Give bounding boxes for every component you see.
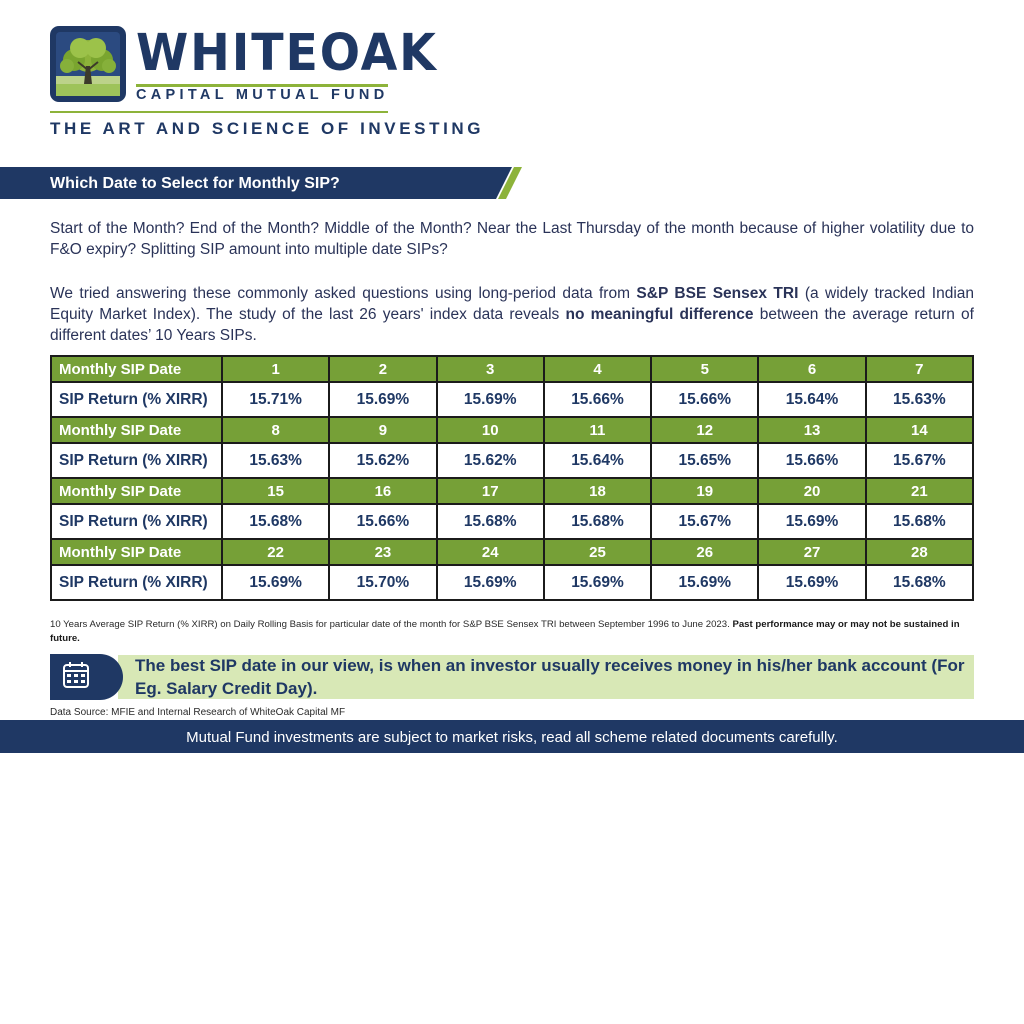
return-cell: 15.68%: [866, 504, 973, 539]
date-row-label: Monthly SIP Date: [51, 478, 222, 504]
date-cell: 14: [866, 417, 973, 443]
date-cell: 5: [651, 356, 758, 382]
return-cell: 15.66%: [651, 382, 758, 417]
date-cell: 22: [222, 539, 329, 565]
return-cell: 15.63%: [866, 382, 973, 417]
date-cell: 9: [329, 417, 436, 443]
return-cell: 15.66%: [758, 443, 865, 478]
return-cell: 15.71%: [222, 382, 329, 417]
logo-tree-icon: [50, 26, 126, 102]
return-row: [51, 443, 973, 478]
date-cell: 2: [329, 356, 436, 382]
date-header-row: [51, 356, 973, 382]
return-cell: 15.69%: [651, 565, 758, 600]
date-cell: 24: [437, 539, 544, 565]
return-cell: 15.68%: [222, 504, 329, 539]
date-cell: 6: [758, 356, 865, 382]
section-title: Which Date to Select for Monthly SIP?: [50, 175, 340, 192]
date-row-label: Monthly SIP Date: [51, 356, 222, 382]
date-header-row: [51, 417, 973, 443]
return-cell: 15.69%: [437, 565, 544, 600]
date-cell: 13: [758, 417, 865, 443]
return-cell: 15.68%: [544, 504, 651, 539]
return-cell: 15.62%: [329, 443, 436, 478]
date-cell: 4: [544, 356, 651, 382]
brand-name: WHITEOAK: [136, 24, 438, 83]
date-cell: 20: [758, 478, 865, 504]
date-cell: 21: [866, 478, 973, 504]
date-cell: 16: [329, 478, 436, 504]
date-cell: 23: [329, 539, 436, 565]
disclaimer-text: Mutual Fund investments are subject to market risks, read all scheme related documents carefully.: [186, 729, 838, 746]
date-cell: 27: [758, 539, 865, 565]
return-cell: 15.69%: [758, 504, 865, 539]
intro-paragraph-2: We tried answering these commonly asked questions using long-period data from S&P BSE Sensex TRI (a widely tracked Indian Equity Market Index). The study of the last 26 years' index data reveals no meaningful difference between the average return of different dates’ 10 Years SIPs.: [50, 285, 974, 344]
date-cell: 1: [222, 356, 329, 382]
intro-paragraph-1: Start of the Month? End of the Month? Middle of the Month? Near the Last Thursday of the month because of higher volatility due to F&O expiry? Splitting SIP amount into multiple date SIPs?: [50, 220, 974, 258]
return-row-label: SIP Return (% XIRR): [51, 565, 222, 600]
date-cell: 19: [651, 478, 758, 504]
return-row: [51, 565, 973, 600]
tagline-rule: [50, 111, 388, 113]
footnote: 10 Years Average SIP Return (% XIRR) on Daily Rolling Basis for particular date of the month for S&P BSE Sensex TRI between September 1996 to June 2023. Past performance may or may not be sustained in future.: [50, 619, 960, 644]
date-header-row: [51, 478, 973, 504]
return-cell: 15.69%: [544, 565, 651, 600]
return-cell: 15.69%: [758, 565, 865, 600]
date-cell: 25: [544, 539, 651, 565]
date-cell: 15: [222, 478, 329, 504]
date-cell: 3: [437, 356, 544, 382]
date-row-label: Monthly SIP Date: [51, 539, 222, 565]
return-cell: 15.66%: [329, 504, 436, 539]
return-cell: 15.63%: [222, 443, 329, 478]
return-cell: 15.68%: [437, 504, 544, 539]
date-row-label: Monthly SIP Date: [51, 417, 222, 443]
data-source: Data Source: MFIE and Internal Research of WhiteOak Capital MF: [50, 707, 346, 718]
return-cell: 15.67%: [651, 504, 758, 539]
return-cell: 15.62%: [437, 443, 544, 478]
callout-text: The best SIP date in our view, is when an investor usually receives money in his/her bank account (For Eg. Salary Credit Day).: [135, 656, 965, 698]
date-cell: 10: [437, 417, 544, 443]
key-finding: no meaningful difference: [565, 306, 754, 323]
return-cell: 15.64%: [544, 443, 651, 478]
return-row-label: SIP Return (% XIRR): [51, 504, 222, 539]
return-cell: 15.70%: [329, 565, 436, 600]
return-row: [51, 382, 973, 417]
date-cell: 11: [544, 417, 651, 443]
return-cell: 15.67%: [866, 443, 973, 478]
brand-subtitle: CAPITAL MUTUAL FUND: [136, 87, 389, 103]
index-name: S&P BSE Sensex TRI: [636, 285, 799, 302]
date-cell: 17: [437, 478, 544, 504]
calendar-icon: [50, 654, 123, 700]
return-cell: 15.68%: [866, 565, 973, 600]
return-cell: 15.69%: [437, 382, 544, 417]
return-cell: 15.69%: [329, 382, 436, 417]
date-cell: 7: [866, 356, 973, 382]
sip-return-table: [50, 355, 974, 601]
date-cell: 28: [866, 539, 973, 565]
date-header-row: [51, 539, 973, 565]
return-cell: 15.64%: [758, 382, 865, 417]
return-row-label: SIP Return (% XIRR): [51, 443, 222, 478]
return-cell: 15.69%: [222, 565, 329, 600]
return-row-label: SIP Return (% XIRR): [51, 382, 222, 417]
return-cell: 15.66%: [544, 382, 651, 417]
date-cell: 12: [651, 417, 758, 443]
return-cell: 15.65%: [651, 443, 758, 478]
date-cell: 8: [222, 417, 329, 443]
date-cell: 26: [651, 539, 758, 565]
date-cell: 18: [544, 478, 651, 504]
return-row: [51, 504, 973, 539]
brand-tagline: THE ART AND SCIENCE OF INVESTING: [50, 119, 485, 138]
